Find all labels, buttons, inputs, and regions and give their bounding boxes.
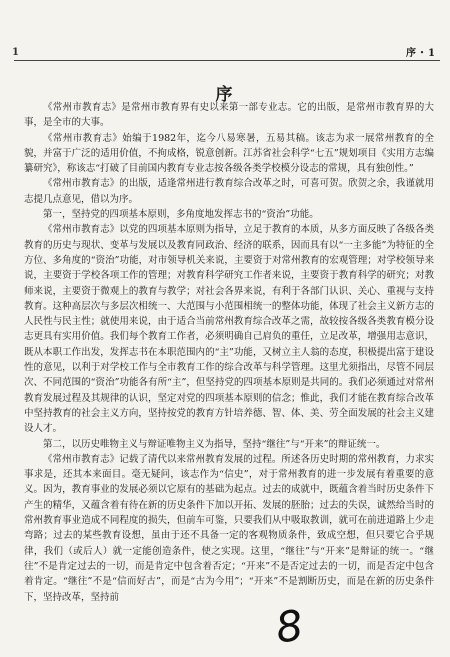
section-heading: 第一，坚持党的四项基本原则，多角度地发挥志书的“资治”功能。 [43, 209, 319, 221]
handwritten-page-number: 8 [272, 600, 307, 653]
header-rule [14, 60, 440, 61]
running-head: 序・1 [406, 48, 436, 59]
body-text [24, 100, 434, 605]
corner-mark: 1 [12, 47, 19, 58]
paragraph: 《常州市教育志》的出版，适逢常州进行教育综合改革之时，可喜可贺。欣贺之余，我谨就用志提几点意见，借以为序。 [24, 178, 434, 205]
section-heading: 第二，以历史唯物主义与辩证唯物主义为指导，坚持“继往”与“开来”的辩证统一。 [43, 438, 386, 450]
paragraph: 《常州市教育志》是常州市教育界有史以来第一部专业志。它的出版，是常州市教育界的大事，是全市的大事。 [24, 102, 434, 129]
paragraph: 《常州市教育志》以党的四项基本原则为指导，立足于教育的本质，从多方面反映了各级各类教育的历史与现状、变革与发展以及教育同政治、经济的联系，因而具有以“一主多能”为特征的全方位、多角度的“资治”功能，对市领导机关来说，主要资于对常州教育的宏观管理；对学校领导来说，主要资于学校各项工作的管理；对教育科学研究工作者来说，主要资于教育科学的研究；对教师来说，主要资于微观上的教育与教学；对社会各界来说，有利于各部门认识、关心、重视与支持教育。这种高层次与多层次相统一、大范围与小范围相统一的整体功能，体现了社会主义新方志的人民性与民主性；就使用来说，由于适合当前常州教育综合改革之需，故较按各级各类教育模分设志更具有实用价值。我们每个教育工作者，必须明确自己肩负的重任，立足改革，增强用志意识，既从本职工作出发，发挥志书在本职范围内的“主”功能，又树立主人翁的态度，积极提出富于建设性的意见，以利于对学校工作与全市教育工作的综合改革与科学管理。这里尤须指出，尽管不同层次、不同范围的“资治”功能各有所“主”，但坚持党的四项基本原则是共同的。我们必须通过对常州教育发展过程及其规律的认识，坚定对党的四项基本原则的信念；惟此，我们才能在教育综合改革中坚持教育的社会主义方向，坚持按党的教育方针培养德、智、体、美、劳全面发展的社会主义建设人才。 [24, 224, 434, 435]
paragraph: 《常州市教育志》始编于1982年，迄今八易寒暑，五易其稿。该志为求一展常州教育的全貌，并富于广泛的适用价值，不拘成格，锐意创新。江苏省社会科学“七五”规划项目《实用方志编纂研究》，称该志“打破了目前国内教育专业志按各级各类学校模分设志的常规，具有独创性。” [24, 132, 434, 175]
paragraph: 《常州市教育志》记载了清代以来常州教育发展的过程。所述各历史时期的常州教育，力求实事求是，还其本来面目。毫无疑问，该志作为“信史”，对于常州教育的进一步发展有着重要的意义。因为，教育事业的发展必须以它原有的基础为起点。过去的成就中，既蕴含着当时历史条件下产生的精华，又蕴含着有待在新的历史条件下加以开拓、发展的胚胎；过去的失误，诚然给当时的常州教育事业造成不同程度的损失，但前车可鉴，只要我们从中吸取教训，就可在前进道路上少走弯路；过去的某些教育设想，虽由于还不具备一定的客观物质条件，致成空想，但只要它合乎规律，我们（或后人）就一定能创造条件，使之实现。这里，“继往”与“开来”是辩证的统一。“继往”不是肯定过去的一切，而是肯定中包含着否定；“开来”不是否定过去的一切，而是否定中包含着肯定。“继往”不是“信而好古”，而是“古为今用”；“开来”不是割断历史，而是在新的历史条件下，坚持改革，坚持前 [24, 453, 434, 603]
page-title: 序 [215, 85, 235, 105]
